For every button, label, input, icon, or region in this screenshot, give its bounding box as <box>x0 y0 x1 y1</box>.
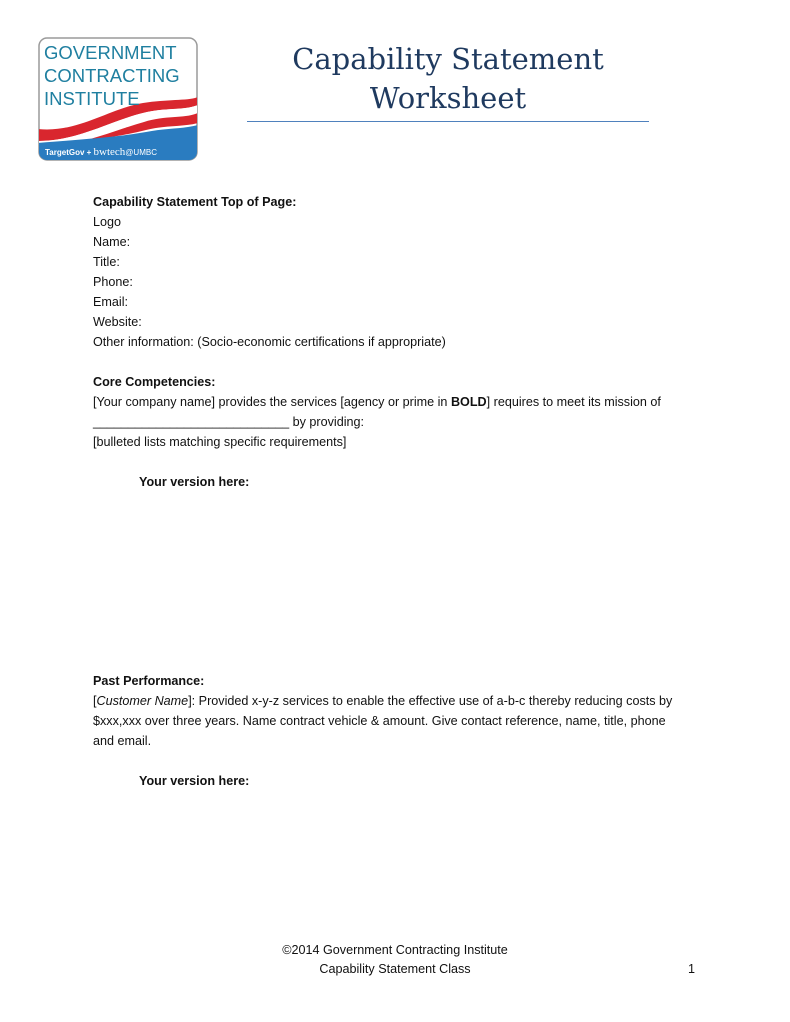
core-line-1 <box>93 392 661 412</box>
title-line-2: Worksheet <box>369 81 527 115</box>
core-competencies-heading: Core Competencies: <box>93 375 216 389</box>
field-phone: Phone: <box>93 275 133 289</box>
past-line-3: and email. <box>93 734 152 748</box>
past-line-2: $xxx,xxx over three years. Name contract vehicle & amount. Give contact reference, name, title, phone <box>93 714 666 728</box>
core-your-version-area[interactable] <box>93 492 697 662</box>
past-line-1-italic: Customer Name <box>96 694 189 708</box>
field-logo: Logo <box>93 215 122 229</box>
past-your-version-label: Your version here: <box>139 774 250 788</box>
title-line-1: Capability Statement <box>292 42 604 76</box>
past-line-1-a: [ <box>93 694 97 708</box>
logo-tagline-umbc: @UMBC <box>125 148 157 157</box>
logo-tagline <box>45 146 157 158</box>
core-line-3: [bulleted lists matching specific requirements] <box>93 435 347 449</box>
page-title <box>246 40 650 118</box>
core-your-version-label: Your version here: <box>139 475 250 489</box>
past-your-version-area[interactable] <box>93 791 697 931</box>
core-line-2: ____________________________ by providing: <box>93 415 365 429</box>
core-line-1-b: ] requires to meet its mission of <box>486 395 661 409</box>
top-of-page-heading: Capability Statement Top of Page: <box>93 195 297 209</box>
logo-tagline-targetgov: TargetGov + <box>45 148 94 157</box>
field-name: Name: <box>93 235 131 249</box>
logo-line-3: INSTITUTE <box>44 88 140 109</box>
gci-logo <box>38 37 198 161</box>
past-performance-section <box>93 671 672 791</box>
footer-copyright: ©2014 Government Contracting Institute <box>282 943 508 957</box>
top-of-page-section <box>93 192 446 352</box>
logo-tagline-bwtech: bwtech <box>93 146 126 158</box>
past-line-1-b: ]: Provided x-y-z services to enable the effective use of a-b-c thereby reducing costs by <box>188 694 673 708</box>
core-competencies-section <box>93 372 661 492</box>
core-line-1-bold: BOLD <box>450 395 487 409</box>
footer-class-name: Capability Statement Class <box>319 962 471 976</box>
past-line-1 <box>93 691 672 711</box>
page-number: 1 <box>688 962 696 976</box>
logo-line-1: GOVERNMENT <box>44 42 177 63</box>
field-email: Email: <box>93 295 128 309</box>
core-line-1-a: [Your company name] provides the services [agency or prime in <box>93 395 451 409</box>
field-website: Website: <box>93 315 142 329</box>
past-performance-heading: Past Performance: <box>93 674 205 688</box>
field-other-information: Other information: (Socio-economic certifications if appropriate) <box>93 335 446 349</box>
logo-line-2: CONTRACTING <box>44 65 180 86</box>
field-title: Title: <box>93 255 120 269</box>
title-divider <box>247 121 649 122</box>
